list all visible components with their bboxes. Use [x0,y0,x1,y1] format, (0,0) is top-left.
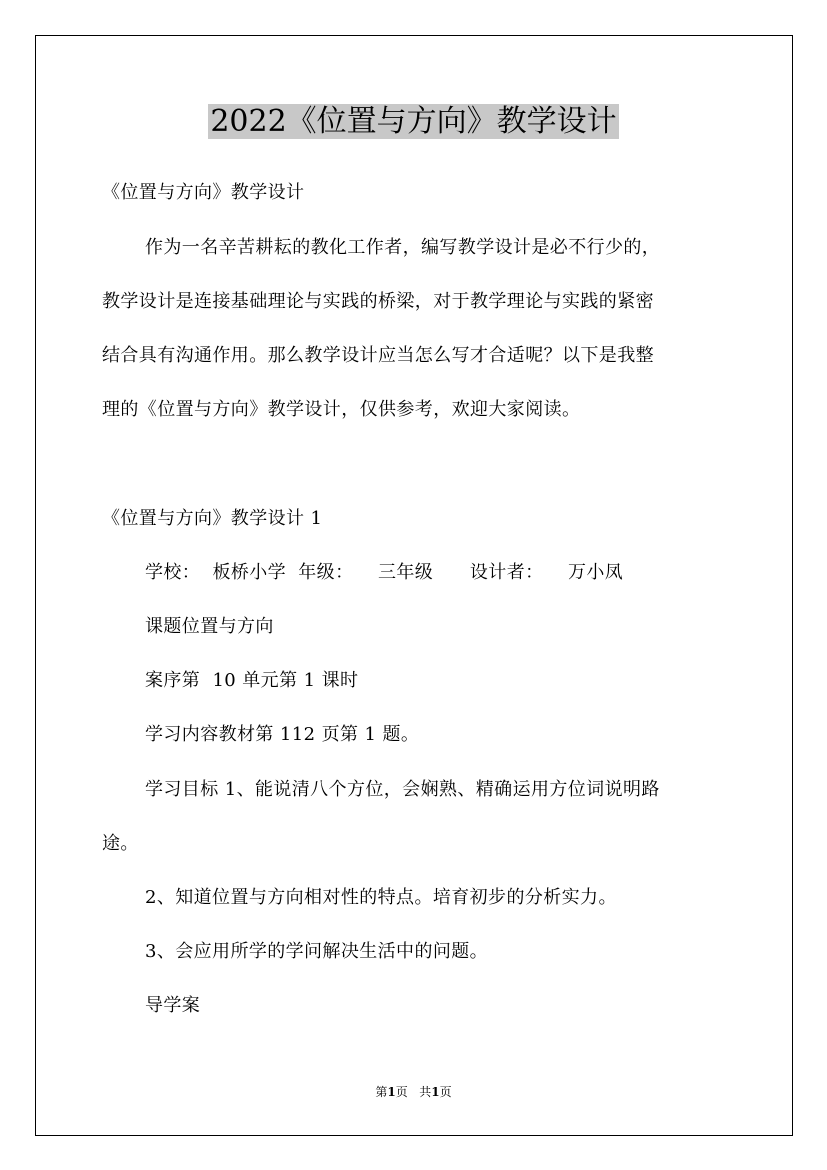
section-heading: 《位置与方向》教学设计 1 [102,508,323,529]
goal-item-2: 2、知道位置与方向相对性的特点。培育初步的分析实力。 [145,887,617,908]
document-title [0,100,827,144]
footer-total-unit: 页 [439,1085,452,1099]
info-line-topic: 课题位置与方向 [145,616,274,637]
paragraph-line: 教学设计是连接基础理论与实践的桥梁，对于教学理论与实践的紧密 [102,291,654,312]
info-line-sequence: 案序第 10 单元第 1 课时 [145,670,359,691]
info-line-goal: 学习目标 1、能说清八个方位，会娴熟、精确运用方位词说明路 [145,779,660,800]
info-line-content: 学习内容教材第 112 页第 1 题。 [145,724,420,745]
footer-total-label: 共 [419,1085,432,1099]
paragraph-line: 途。 [102,833,139,854]
paragraph-line: 《位置与方向》教学设计 [102,182,305,203]
footer-total-num: 1 [431,1085,440,1099]
paragraph-line: 结合具有沟通作用。那么教学设计应当怎么写才合适呢？以下是我整 [102,345,654,366]
paragraph-line: 理的《位置与方向》教学设计，仅供参考，欢迎大家阅读。 [102,399,581,420]
footer-page-unit: 页 [395,1085,408,1099]
page-footer [0,1083,827,1101]
paragraph-line: 作为一名辛苦耕耘的教化工作者，编写教学设计是必不行少的， [145,237,661,258]
footer-page-label: 第 [375,1085,388,1099]
guide-heading: 导学案 [145,995,201,1016]
title-text: 2022《位置与方向》教学设计 [210,104,617,139]
goal-item-3: 3、会应用所学的学问解决生活中的问题。 [145,941,489,962]
info-line-school: 学校： 板桥小学 年级： 三年级 设计者： 万小凤 [145,562,624,583]
footer-page-num: 1 [387,1085,396,1099]
